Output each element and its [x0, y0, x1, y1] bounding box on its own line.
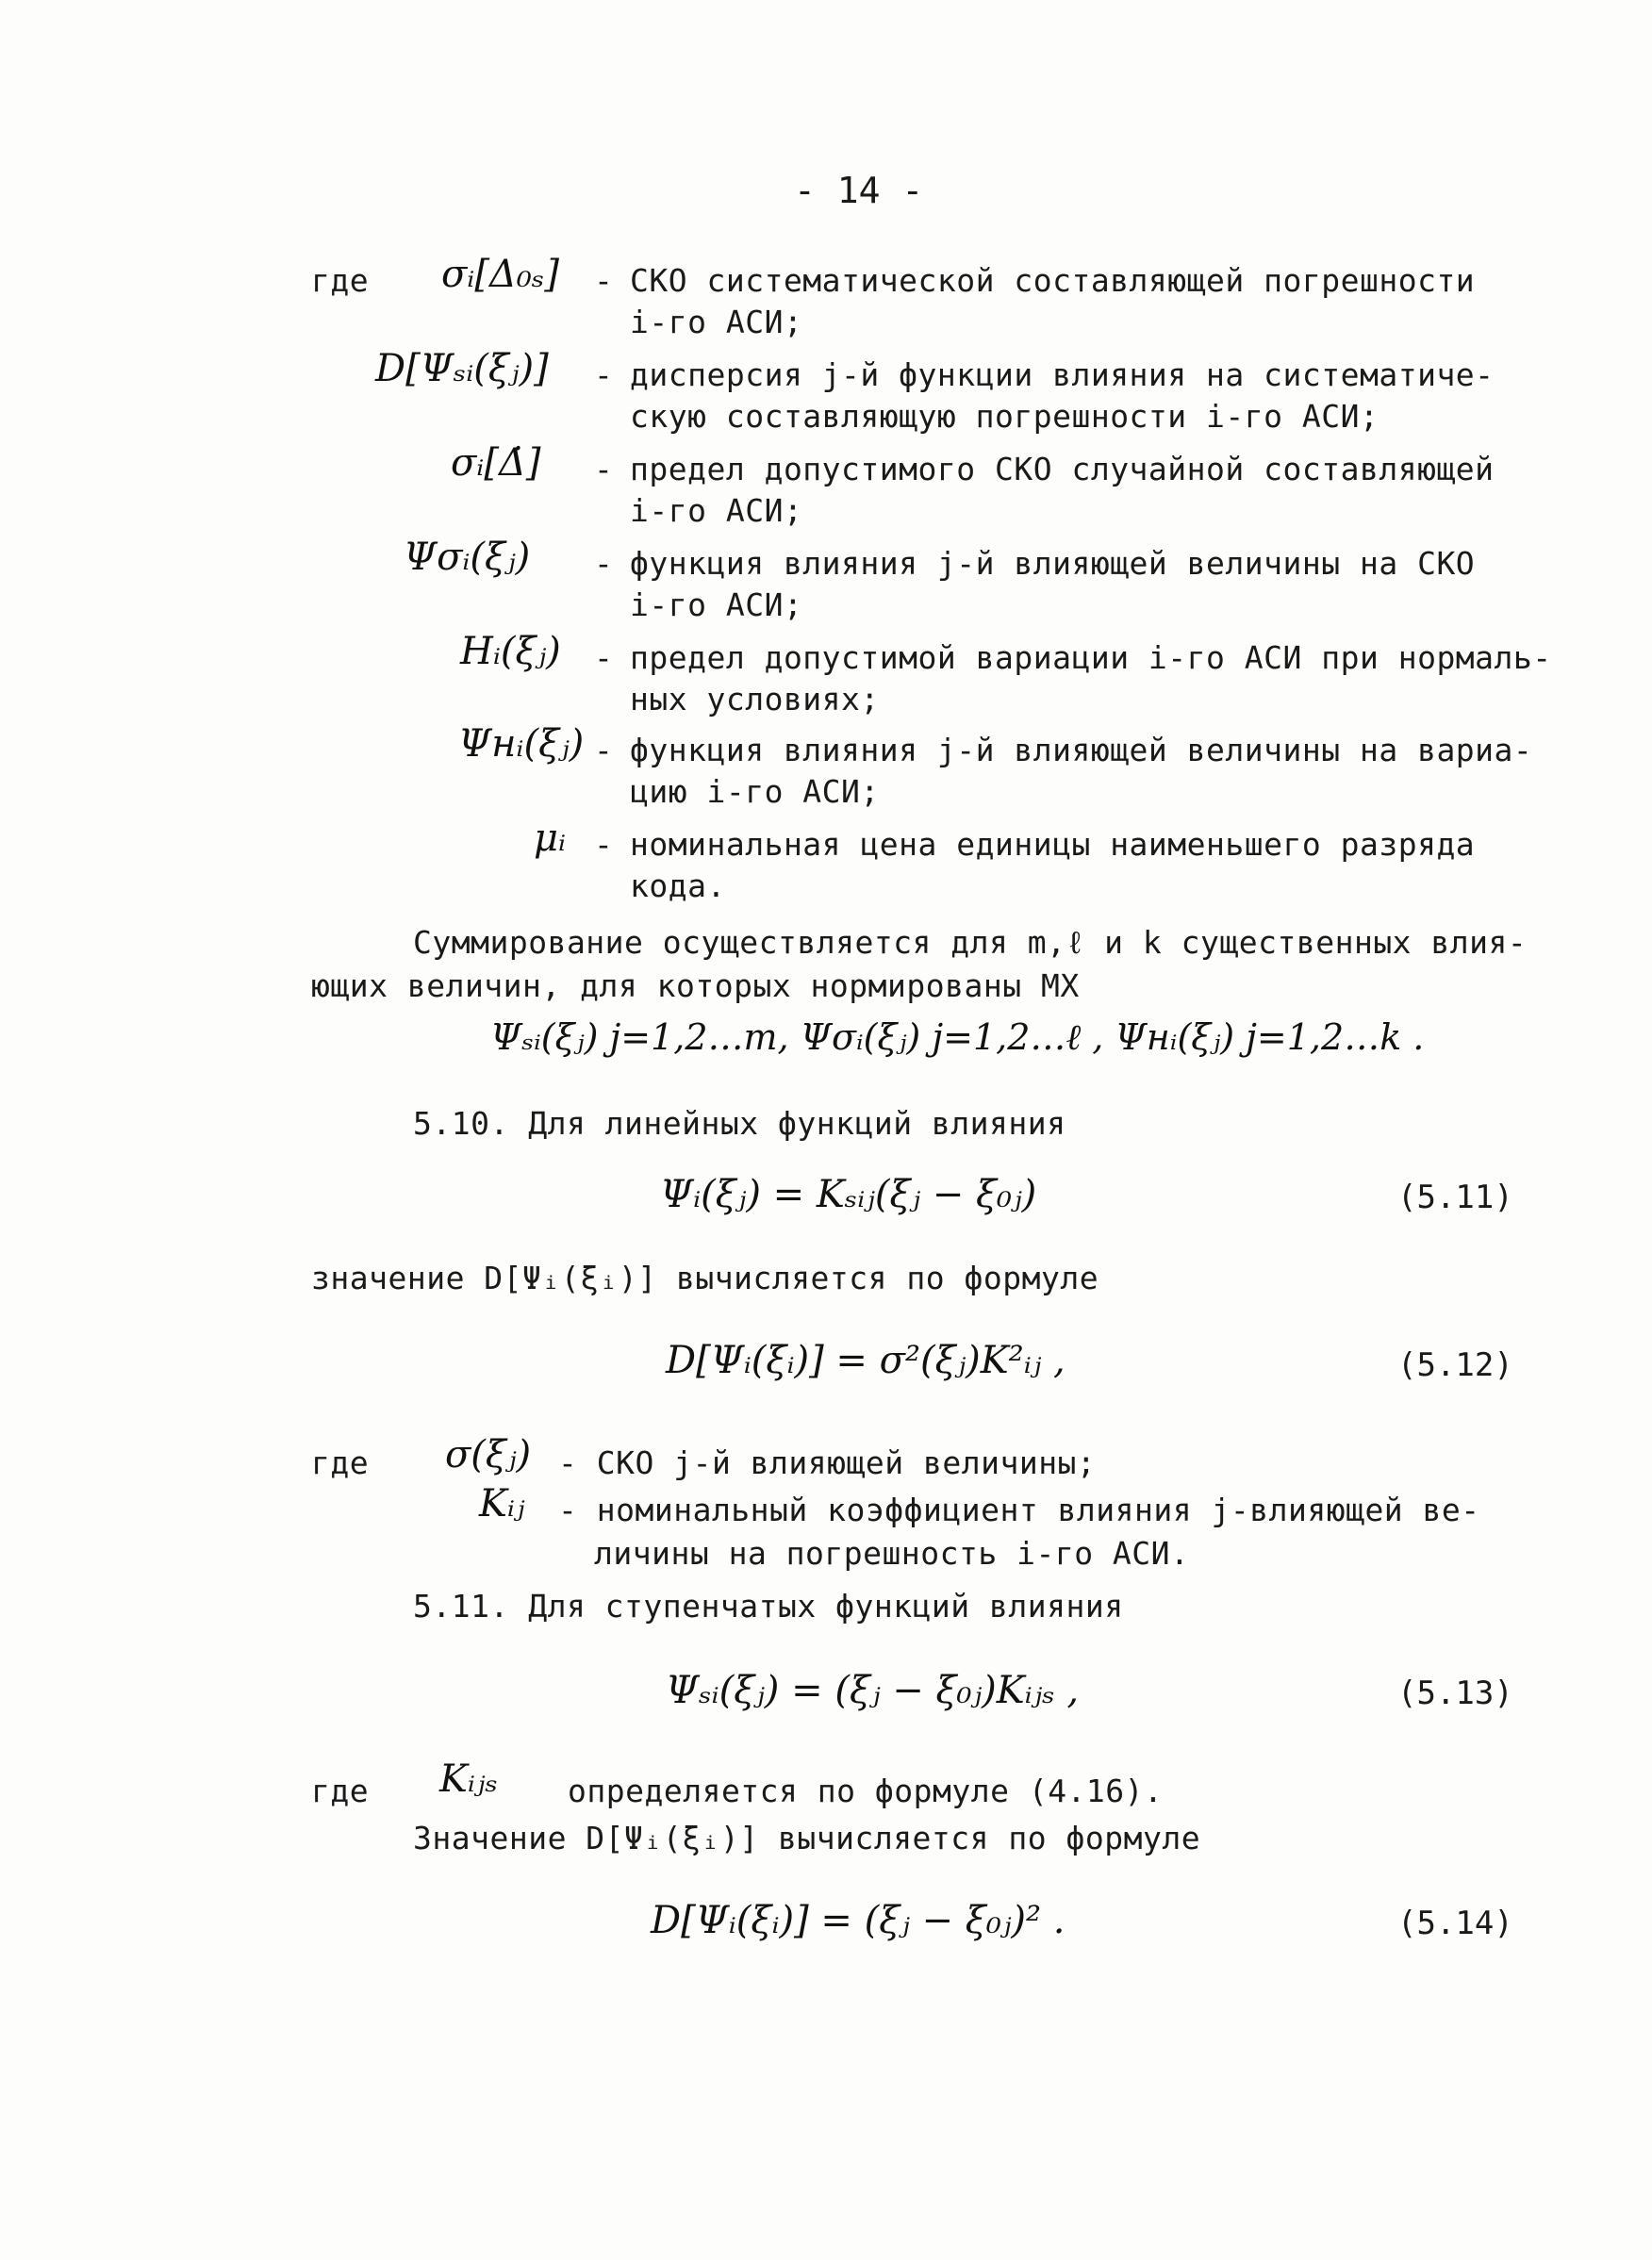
page-number: - 14 - [794, 170, 924, 211]
def-text-line2: личины на погрешность i-го АСИ. [594, 1535, 1190, 1572]
def-symbol: σᵢ[Δ̇] [451, 441, 541, 485]
def-symbol: Hᵢ(ξⱼ) [460, 630, 561, 673]
def-text-line2: i-го АСИ; [630, 304, 803, 340]
equation-number: (5.13) [1397, 1674, 1513, 1712]
def-dash: - [594, 639, 613, 676]
where-label-2: где [311, 1444, 370, 1481]
def-text-line2: i-го АСИ; [630, 492, 803, 529]
def-text-line1: функция влияния j-й влияющей величины на СКО [630, 545, 1476, 582]
def-text-line1: - номинальный коэффициент влияния j-влияющей ве- [558, 1492, 1480, 1528]
paragraph-line: значение D[Ψᵢ(ξᵢ)] вычисляется по формуле [311, 1260, 1099, 1296]
def-dash: - [594, 545, 613, 582]
paragraph-line: Суммирование осуществляется для m,ℓ и k существенных влия- [413, 924, 1528, 961]
def-dash: - [594, 451, 613, 487]
paragraph-line: ющих величин, для которых нормированы МХ [311, 967, 1080, 1004]
def-text-line1: определяется по формуле (4.16). [568, 1773, 1164, 1809]
def-symbol: σ(ξⱼ) [445, 1433, 532, 1476]
def-text-line1: номинальная цена единицы наименьшего разряда [630, 826, 1476, 863]
def-symbol: Ψнᵢ(ξⱼ) [458, 722, 585, 766]
section-5-11: 5.11. Для ступенчатых функций влияния [413, 1588, 1124, 1625]
def-symbol: Kᵢⱼₛ [439, 1757, 498, 1801]
formula-5-14: D[Ψᵢ(ξᵢ)] = (ξⱼ − ξ₀ⱼ)² . [651, 1899, 1066, 1942]
def-symbol: Kᵢⱼ [479, 1482, 525, 1526]
section-5-10: 5.10. Для линейных функций влияния [413, 1105, 1066, 1142]
def-symbol: μᵢ [534, 817, 567, 860]
def-dash: - [594, 732, 613, 768]
def-text-line1: - СКО j-й влияющей величины; [558, 1444, 1097, 1481]
def-text-line1: дисперсия j-й функции влияния на систематиче- [630, 356, 1495, 393]
def-text-line1: СКО систематической составляющей погрешности [630, 262, 1476, 299]
def-text-line2: i-го АСИ; [630, 586, 803, 623]
equation-number: (5.12) [1397, 1346, 1513, 1384]
def-text-line1: предел допустимой вариации i-го АСИ при нормаль- [630, 639, 1552, 676]
where-label-1: где [311, 262, 370, 299]
def-dash: - [594, 826, 613, 863]
equation-number: (5.14) [1397, 1905, 1513, 1942]
formula-5-12: D[Ψᵢ(ξᵢ)] = σ²(ξⱼ)K²ᵢⱼ , [666, 1339, 1066, 1382]
def-text-line2: кода. [630, 867, 726, 904]
def-text-line1: функция влияния j-й влияющей величины на вариа- [630, 732, 1533, 768]
def-text-line1: предел допустимого СКО случайной составляющей [630, 451, 1495, 487]
def-text-line2: цию i-го АСИ; [630, 773, 880, 810]
def-text-line2: скую составляющую погрешности i-го АСИ; [630, 398, 1379, 435]
where-label-3: где [311, 1773, 370, 1809]
def-symbol: D[Ψₛᵢ(ξⱼ)] [375, 347, 549, 390]
def-text-line2: ных условиях; [630, 681, 880, 718]
def-dash: - [594, 356, 613, 393]
formula-5-11: Ψᵢ(ξⱼ) = Kₛᵢⱼ(ξⱼ − ξ₀ⱼ) [660, 1173, 1037, 1216]
def-symbol: Ψσᵢ(ξⱼ) [404, 536, 531, 579]
formula-5-13: Ψₛᵢ(ξⱼ) = (ξⱼ − ξ₀ⱼ)Kᵢⱼₛ , [666, 1669, 1080, 1712]
formula-summation: Ψₛᵢ(ξⱼ) j=1,2…m, Ψσᵢ(ξⱼ) j=1,2…ℓ , Ψнᵢ(ξⱼ) j=1,2…k . [490, 1016, 1425, 1058]
equation-number: (5.11) [1397, 1179, 1513, 1216]
def-dash: - [594, 262, 613, 299]
def-symbol: σᵢ[Δ₀ₛ] [441, 253, 559, 296]
paragraph-line: Значение D[Ψᵢ(ξᵢ)] вычисляется по формуле [413, 1820, 1201, 1856]
